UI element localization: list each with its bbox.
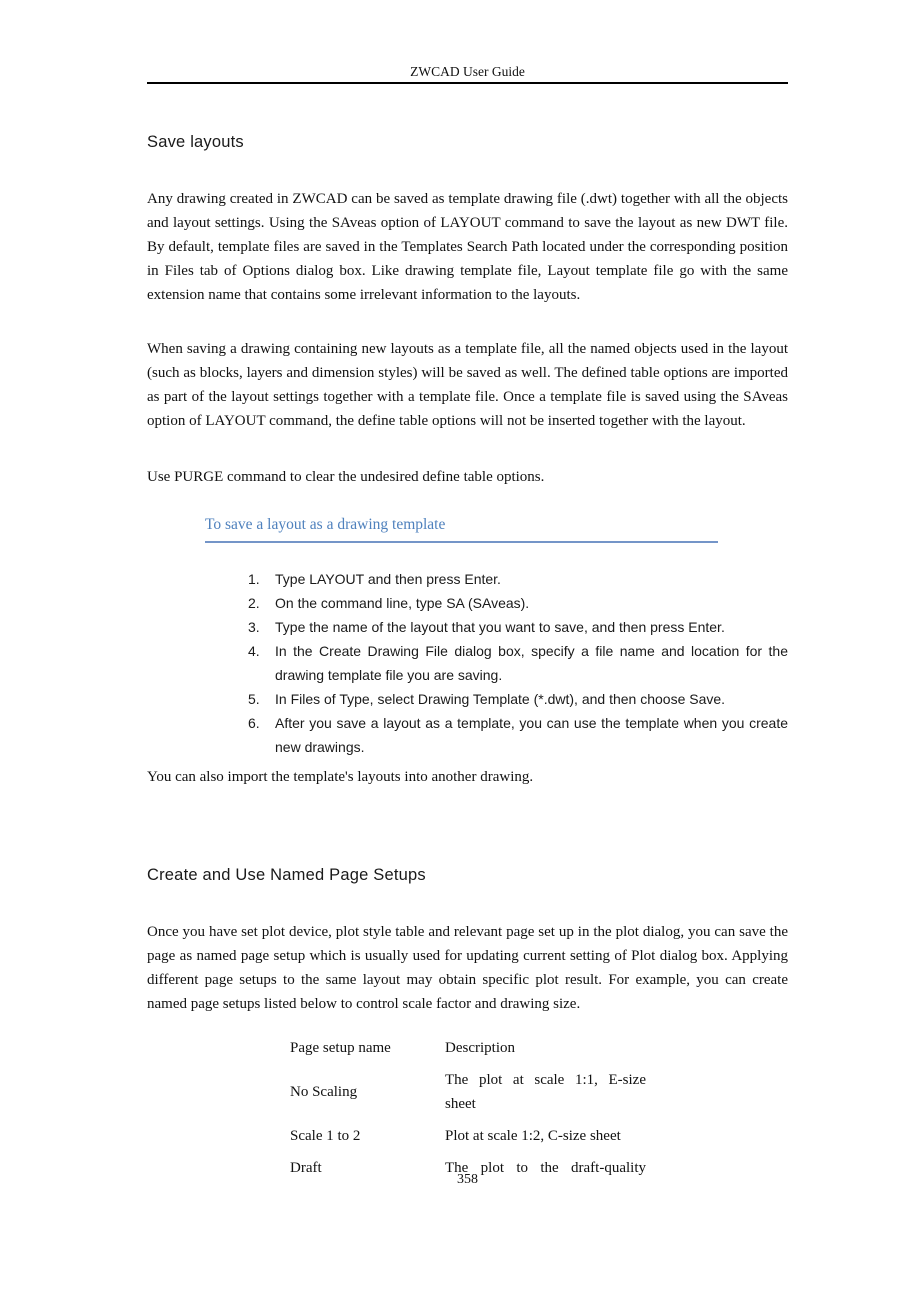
step-text: Type the name of the layout that you want to save, and then press Enter.: [275, 619, 725, 635]
header-title: ZWCAD User Guide: [410, 64, 525, 79]
table-row: [290, 1064, 788, 1120]
step-item: [248, 711, 788, 759]
column-header-name: Page setup name: [290, 1040, 391, 1056]
step-text: In the Create Drawing File dialog box, specify a file name and location for the drawing template file you are saving.: [275, 643, 788, 683]
setup-description-cell: Plot at scale 1:2, C-size sheet: [445, 1128, 621, 1144]
step-number: 4.: [248, 643, 260, 659]
step-number: 2.: [248, 595, 260, 611]
page-setup-table: [290, 1032, 788, 1184]
setup-name-cell: No Scaling: [290, 1084, 358, 1100]
step-number: 6.: [248, 715, 260, 731]
heading-save-layouts: Save layouts: [147, 133, 244, 151]
column-header-description: Description: [445, 1040, 515, 1056]
step-text: After you save a layout as a template, you can use the template when you create new drawings.: [275, 715, 788, 755]
step-item: [248, 615, 788, 639]
step-number: 1.: [248, 571, 260, 587]
paragraph-import-note: You can also import the template's layouts into another drawing.: [147, 769, 534, 785]
setup-description-cell: The plot at scale 1:1, E-size sheet: [445, 1072, 646, 1112]
setup-name-cell: Draft: [290, 1160, 322, 1176]
procedure-link-save-layout-template: To save a layout as a drawing template: [205, 515, 718, 543]
step-item: [248, 567, 788, 591]
setup-name-cell: Scale 1 to 2: [290, 1128, 361, 1144]
table-row: [290, 1120, 788, 1152]
step-text: In Files of Type, select Drawing Template (*.dwt), and then choose Save.: [275, 691, 726, 707]
step-item: [248, 639, 788, 687]
heading-named-page-setups: Create and Use Named Page Setups: [147, 866, 426, 884]
step-number: 5.: [248, 691, 260, 707]
paragraph-page-setups: Once you have set plot device, plot style table and relevant page set up in the plot dialog, you can save the page as named page setup which is usually used for updating current setting of Plot dialog box. Applying different page setups to the same layout may obtain specific plot result. For example, you can create named page setups listed below to control scale factor and drawing size.: [147, 924, 788, 1012]
setup-description-cell: The plot to the draft-quality: [445, 1160, 646, 1176]
procedure-steps: [248, 567, 788, 759]
paragraph-purge: Use PURGE command to clear the undesired define table options.: [147, 469, 545, 485]
table-header-row: [290, 1032, 788, 1064]
step-number: 3.: [248, 619, 260, 635]
step-text: Type LAYOUT and then press Enter.: [275, 571, 501, 587]
paragraph-save-layouts-1: Any drawing created in ZWCAD can be saved as template drawing file (.dwt) together with all the objects and layout settings. Using the SAveas option of LAYOUT command to save the layout as new DWT file. By default, template files are saved in the Templates Search Path located under the corresponding position in Files tab of Options dialog box. Like drawing template file, Layout template file go with the same extension name that contains some irrelevant information to the layouts.: [147, 191, 788, 303]
step-item: [248, 591, 788, 615]
running-header: [147, 0, 788, 84]
step-item: [248, 687, 788, 711]
page-number: 358: [457, 1172, 478, 1187]
paragraph-save-layouts-2: When saving a drawing containing new layouts as a template file, all the named objects used in the layout (such as blocks, layers and dimension styles) will be saved as well. The defined table options are imported as part of the layout settings together with a template file. Once a template file is saved using the SAveas option of LAYOUT command, the define table options will not be inserted together with the layout.: [147, 341, 788, 429]
step-text: On the command line, type SA (SAveas).: [275, 595, 530, 611]
